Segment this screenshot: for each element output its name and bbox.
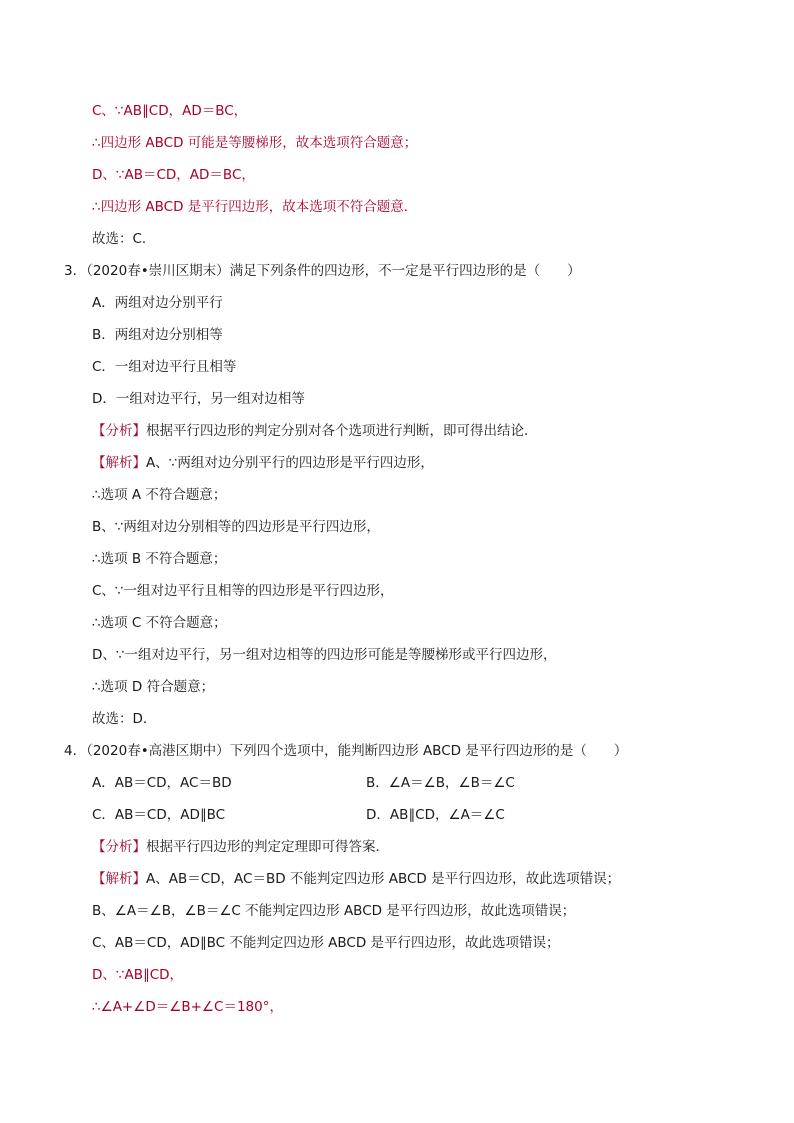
analysis-text: 根据平行四边形的判定定理即可得答案． bbox=[146, 839, 389, 855]
q3-solution bbox=[92, 454, 434, 472]
text-line: C、∵AB∥CD，AD＝BC， bbox=[92, 103, 248, 119]
analysis-tag: 【分析】 bbox=[92, 839, 146, 855]
text-line: ∴四边形 ABCD 是平行四边形，故本选项不符合题意． bbox=[92, 199, 418, 215]
q4-option-a: A．AB＝CD，AC＝BD bbox=[92, 775, 232, 791]
q4-option-d: D．AB∥CD，∠A＝∠C bbox=[366, 807, 505, 823]
text-line: ∴选项 B 不符合题意； bbox=[92, 551, 227, 567]
text-line: ∴∠A+∠D＝∠B+∠C＝180°， bbox=[92, 999, 283, 1015]
text-line: D、∵一组对边平行，另一组对边相等的四边形可能是等腰梯形或平行四边形， bbox=[92, 647, 557, 663]
q3-option-a: A．两组对边分别平行 bbox=[92, 295, 223, 311]
text-line: 故选：C． bbox=[92, 231, 156, 247]
q3-option-b: B．两组对边分别相等 bbox=[92, 327, 223, 343]
q3-option-d: D．一组对边平行，另一组对边相等 bbox=[92, 391, 305, 407]
analysis-text: 根据平行四边形的判定分别对各个选项进行判断，即可得出结论． bbox=[146, 423, 538, 439]
text-line: C、AB＝CD，AD∥BC 不能判定四边形 ABCD 是平行四边形，故此选项错误； bbox=[92, 935, 560, 951]
text-line: ∴选项 C 不符合题意； bbox=[92, 615, 227, 631]
q4-solution bbox=[92, 870, 620, 888]
q3-analysis bbox=[92, 422, 538, 440]
text-line: ∴四边形 ABCD 可能是等腰梯形，故本选项符合题意； bbox=[92, 135, 418, 151]
text-line: D、∵AB＝CD，AD＝BC， bbox=[92, 167, 255, 183]
text-line: B、∠A＝∠B，∠B＝∠C 不能判定四边形 ABCD 是平行四边形，故此选项错误； bbox=[92, 903, 576, 919]
solution-text: A、∵两组对边分别平行的四边形是平行四边形， bbox=[146, 455, 434, 471]
q4-analysis bbox=[92, 838, 389, 856]
q4-option-c: C．AB＝CD，AD∥BC bbox=[92, 807, 226, 823]
text-line: ∴选项 A 不符合题意； bbox=[92, 487, 227, 503]
solution-text: A、AB＝CD，AC＝BD 不能判定四边形 ABCD 是平行四边形，故此选项错误； bbox=[146, 871, 621, 887]
analysis-tag: 【分析】 bbox=[92, 423, 146, 439]
text-line: C、∵一组对边平行且相等的四边形是平行四边形， bbox=[92, 583, 394, 599]
q3-option-c: C．一组对边平行且相等 bbox=[92, 359, 237, 375]
text-line: B、∵两组对边分别相等的四边形是平行四边形， bbox=[92, 519, 380, 535]
text-line: 故选：D． bbox=[92, 711, 157, 727]
q4-option-b: B．∠A＝∠B，∠B＝∠C bbox=[366, 775, 515, 791]
question-4-stem: 4．（2020春•高港区期中）下列四个选项中，能判断四边形 ABCD 是平行四边形的是（ ） bbox=[64, 743, 628, 759]
solution-tag: 【解析】 bbox=[92, 871, 146, 887]
question-3-stem: 3．（2020春•崇川区期末）满足下列条件的四边形，不一定是平行四边形的是（ ） bbox=[64, 263, 581, 279]
text-line: ∴选项 D 符合题意； bbox=[92, 679, 215, 695]
text-line: D、∵AB∥CD， bbox=[92, 967, 184, 983]
solution-tag: 【解析】 bbox=[92, 455, 146, 471]
